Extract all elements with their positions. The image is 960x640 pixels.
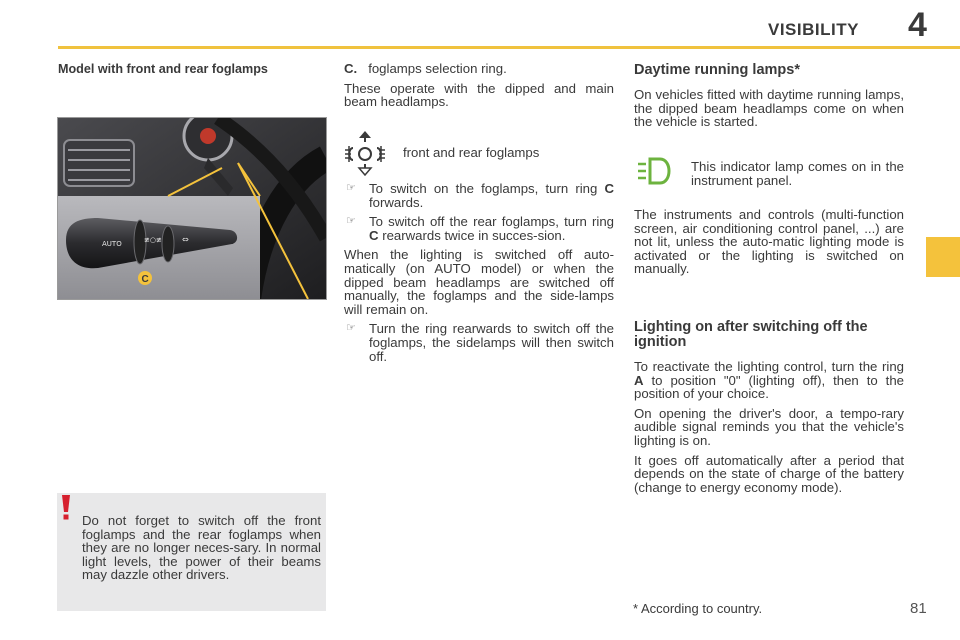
bullet-hand-icon: ☞ <box>346 322 356 335</box>
auto-paragraph: When the lighting is switched off auto-matically (on AUTO model) or when the dipped beam headlamps are switched off manually, the foglamps and the side-lamps will remain on. <box>344 247 614 317</box>
bullet1-bold: C <box>604 181 614 196</box>
lighting-stalk-photo <box>57 117 327 300</box>
after-p3: It goes off automatically after a period that depends on the state of charge of the battery (change to energy economy mode). <box>634 452 904 495</box>
footnote: * According to country. <box>633 601 763 616</box>
bullet-hand-icon: ☞ <box>346 182 356 194</box>
drl-title: Daytime running lamps* <box>634 62 800 78</box>
ring-c-label: C <box>141 274 149 285</box>
after-p1-pre: To reactivate the lighting control, turn the ring <box>634 359 904 374</box>
bullet2-post: rearwards twice in succes-sion. <box>382 227 566 243</box>
section-title: VISIBILITY <box>768 20 859 39</box>
drl-text: On vehicles fitted with daytime running lamps, the dipped beam headlamps come on when the vehicle is started. <box>634 87 904 130</box>
chapter-side-tab <box>926 237 960 277</box>
exclamation-icon <box>59 495 73 521</box>
operate-text: These operate with the dipped and main beam headlamps. <box>344 80 614 110</box>
front-rear-foglamps-icon <box>344 128 386 176</box>
bullet-switch-off-rear <box>344 215 614 242</box>
stalk-sidelamp-symbol: ⇔ <box>182 235 189 244</box>
stalk-auto-label: AUTO <box>102 240 122 248</box>
item-c-line <box>344 62 614 76</box>
item-c-label: C. <box>344 61 358 76</box>
after-p1 <box>634 360 904 401</box>
daytime-running-lamp-icon <box>636 155 678 187</box>
bullet2-text: To switch off the rear foglamps, turn ring <box>369 214 614 230</box>
drl-note: The instruments and controls (multi-function screen, air conditioning control panel, ...) are not lit, unless the auto-matic lighting mode is activated or the lighting is switched on manually. <box>634 207 904 277</box>
bullet2-bold: C <box>369 227 379 243</box>
warning-text: Do not forget to switch off the front foglamps and the rear foglamps when they are no longer neces-sary. In normal light levels, the power of their beams may dazzle other drivers. <box>82 513 321 583</box>
middle-column-lower <box>344 182 614 369</box>
drl-indicator-text: This indicator lamp comes on in the instrument panel. <box>691 159 904 188</box>
bullet1-text: To switch on the foglamps, turn ring <box>369 181 598 196</box>
bullet3-text: Turn the ring rearwards to switch off the foglamps, the sidelamps will then switch off. <box>369 321 614 364</box>
after-p1-post: to position "0" (lighting off), then to the position of your choice. <box>634 372 904 402</box>
item-c-text: foglamps selection ring. <box>368 61 507 76</box>
after-ignition-title: Lighting on after switching off the ignition <box>634 319 868 350</box>
after-p1-bold: A <box>634 372 644 388</box>
page-number: 81 <box>910 600 927 617</box>
bullet-hand-icon: ☞ <box>346 215 356 228</box>
chapter-number: 4 <box>908 6 927 44</box>
header-divider <box>58 46 960 49</box>
fog-icon-caption: front and rear foglamps <box>403 145 540 160</box>
stalk-fog-symbol: ≢○≢ <box>144 236 162 244</box>
left-heading: Model with front and rear foglamps <box>58 62 268 76</box>
after-ignition-body <box>634 360 904 500</box>
bullet-switch-on <box>344 182 614 209</box>
after-p2: On opening the driver's door, a tempo-rary audible signal reminds you that the vehicle's lighting is on. <box>634 405 904 448</box>
middle-column <box>344 62 614 115</box>
lighting-stalk-illustration <box>58 118 326 299</box>
bullet1-post: forwards. <box>369 194 424 210</box>
bullet-turn-ring <box>344 322 614 363</box>
